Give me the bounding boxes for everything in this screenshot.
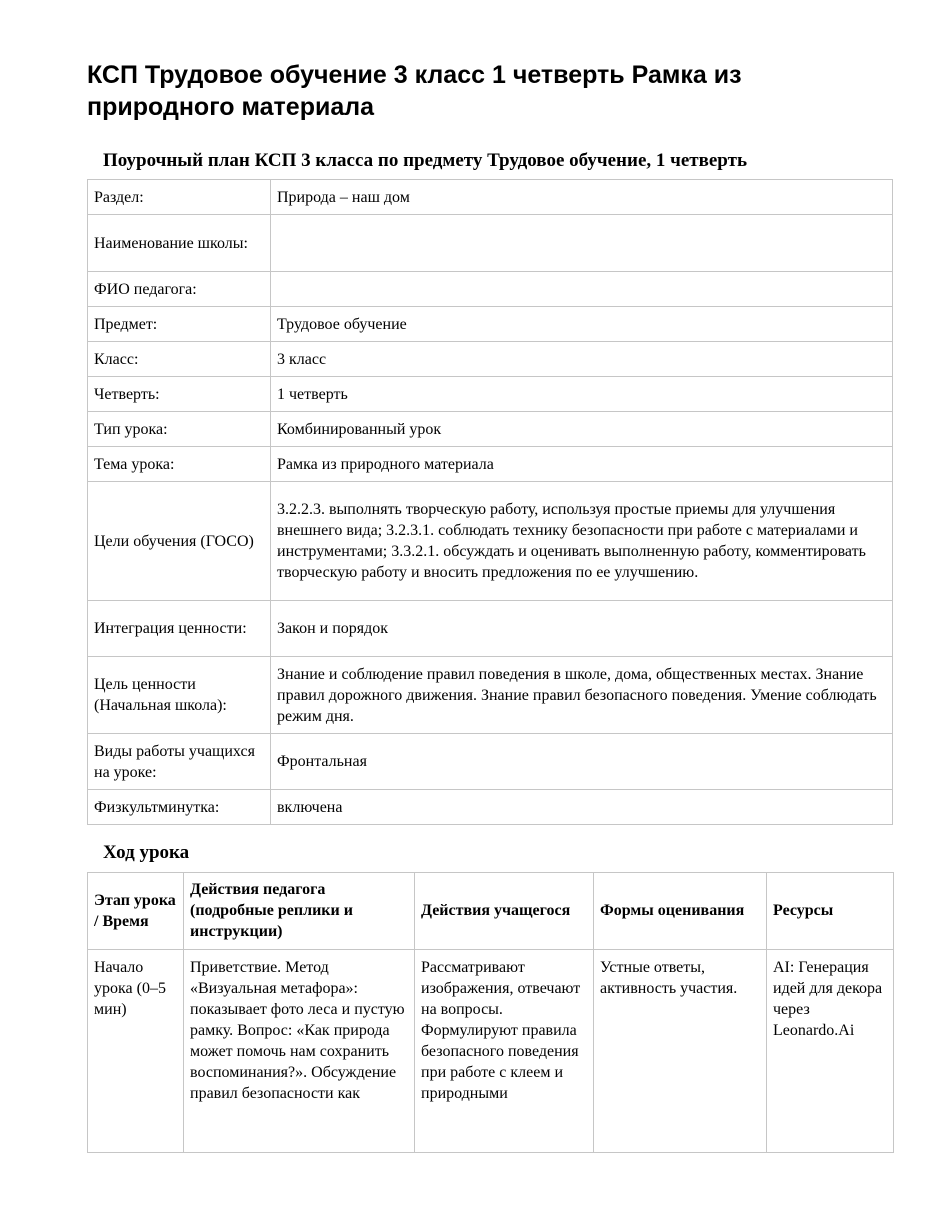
column-header-student: Действия учащегося (415, 873, 594, 950)
info-row (88, 272, 893, 307)
info-row (88, 601, 893, 657)
lesson-heading: Ход урока (103, 842, 190, 863)
lesson-header-row (88, 873, 894, 950)
info-row (88, 180, 893, 215)
lesson-info-table (87, 179, 893, 825)
column-header-assessment: Формы оценивания (594, 873, 767, 950)
info-row (88, 307, 893, 342)
info-value: Рамка из природного материала (271, 447, 893, 482)
document-page (87, 0, 893, 1153)
info-label: Цель ценности (Начальная школа): (88, 657, 271, 734)
info-row (88, 790, 893, 825)
info-label: Наименование школы: (88, 215, 271, 272)
info-label: Четверть: (88, 377, 271, 412)
info-value (271, 215, 893, 272)
cell-student: Рассматривают изображения, отвечают на вопросы. Формулируют правила безопасного поведения при работе с клеем и природными (415, 950, 594, 1153)
info-value: Закон и порядок (271, 601, 893, 657)
info-label: Физкультминутка: (88, 790, 271, 825)
info-label: Интеграция ценности: (88, 601, 271, 657)
info-value: Фронтальная (271, 734, 893, 790)
info-label: Тип урока: (88, 412, 271, 447)
plan-heading: Поурочный план КСП 3 класса по предмету Трудовое обучение, 1 четверть (103, 150, 747, 171)
info-row (88, 377, 893, 412)
info-label: Раздел: (88, 180, 271, 215)
info-value: включена (271, 790, 893, 825)
info-label: Виды работы учащихся на уроке: (88, 734, 271, 790)
column-header-teacher: Действия педагога (подробные реплики и инструкции) (184, 873, 415, 950)
cell-teacher: Приветствие. Метод «Визуальная метафора»: показывает фото леса и пустую рамку. Вопрос: «Как природа может помочь нам сохранить воспоминания?». Обсуждение правил безопасности как (184, 950, 415, 1153)
info-label: Предмет: (88, 307, 271, 342)
info-label: ФИО педагога: (88, 272, 271, 307)
lesson-flow-table (87, 872, 894, 1153)
cell-stage: Начало урока (0–5 мин) (88, 950, 184, 1153)
info-value (271, 272, 893, 307)
info-row (88, 447, 893, 482)
info-value: Трудовое обучение (271, 307, 893, 342)
info-label: Цели обучения (ГОСО) (88, 482, 271, 601)
info-value: 1 четверть (271, 377, 893, 412)
document-title: КСП Трудовое обучение 3 класс 1 четверть Рамка из природного материала (87, 61, 742, 121)
info-row (88, 482, 893, 601)
info-label: Тема урока: (88, 447, 271, 482)
info-row (88, 215, 893, 272)
column-header-stage: Этап урока / Время (88, 873, 184, 950)
table-row (88, 950, 894, 1153)
info-value: 3 класс (271, 342, 893, 377)
column-header-resources: Ресурсы (767, 873, 894, 950)
info-row (88, 657, 893, 734)
info-label: Класс: (88, 342, 271, 377)
cell-resources: AI: Генерация идей для декора через Leonardo.Ai (767, 950, 894, 1153)
info-value: Комбинированный урок (271, 412, 893, 447)
info-value: 3.2.2.3. выполнять творческую работу, используя простые приемы для улучшения внешнего вида; 3.2.3.1. соблюдать технику безопасности при работе с материалами и инструментами; 3.3.2.1. обсуждать и оценивать выполненную работу, комментировать творческую работу и вносить предложения по ее улучшению. (271, 482, 893, 601)
info-value: Знание и соблюдение правил поведения в школе, дома, общественных местах. Знание правил дорожного движения. Знание правил безопасного поведения. Умение соблюдать режим дня. (271, 657, 893, 734)
info-row (88, 734, 893, 790)
info-value: Природа – наш дом (271, 180, 893, 215)
info-row (88, 412, 893, 447)
info-row (88, 342, 893, 377)
cell-assessment: Устные ответы, активность участия. (594, 950, 767, 1153)
